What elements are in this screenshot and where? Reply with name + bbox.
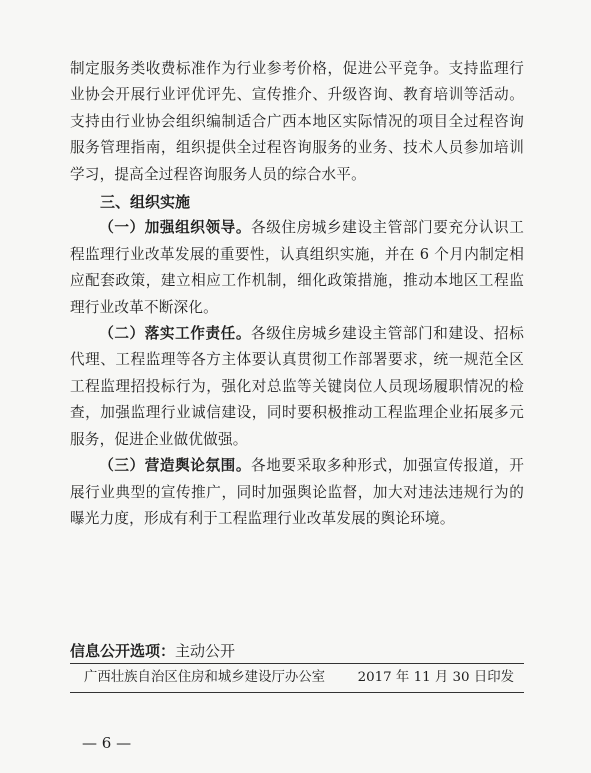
paragraph-continuation: 制定服务类收费标准作为行业参考价格，促进公平竞争。支持监理行业协会开展行业评优评先、宣传推介、升级咨询、教育培训等活动。支持由行业协会组织编制适合广西本地区实际情况的项目全过程咨询服务管理指南，组织提供全过程咨询服务的业务、技术人员参加培训学习，提高全过程咨询服务人员的综合水平。	[70, 60, 524, 183]
issuer-name: 广西壮族自治区住房和城乡建设厅办公室	[84, 670, 326, 685]
info-disclosure	[70, 640, 235, 661]
paragraph-leadership-title: （一）加强组织领导。	[99, 219, 252, 237]
paragraph-leadership	[70, 215, 524, 321]
paragraph-responsibility-body: 各级住房城乡建设主管部门和建设、招标代理、工程监理等各方主体要认真贯彻工作部署要求，统一规范全区工程监理招投标行为，强化对总监等关键岗位人员现场履职情况的检查，加强监理行业诚信建设，同时要积极推动工程监理企业拓展多元服务，促进企业做优做强。	[70, 325, 524, 448]
paragraph-publicity	[70, 453, 524, 532]
footer-bottom-rule	[70, 692, 524, 693]
issue-date: 2017 年 11 月 30 日印发	[357, 670, 514, 685]
footer-top-rule	[70, 663, 524, 664]
info-disclosure-value: 主动公开	[175, 642, 236, 660]
info-disclosure-label: 信息公开选项：	[70, 642, 176, 660]
paragraph-publicity-title: （三）营造舆论氛围。	[99, 457, 252, 475]
paragraph-publicity-body: 各地要采取多种形式，加强宣传报道，开展行业典型的宣传推广，同时加强舆论监督，加大对违法违规行为的曝光力度，形成有利于工程监理行业改革发展的舆论环境。	[70, 457, 524, 527]
body-text	[70, 56, 524, 532]
section-heading: 三、组织实施	[100, 193, 191, 212]
paragraph-responsibility-title: （二）落实工作责任。	[99, 325, 252, 343]
issuance-footer	[84, 667, 514, 689]
page-number: — 6 —	[82, 734, 132, 752]
paragraph-leadership-body: 各级住房城乡建设主管部门要充分认识工程监理行业改革发展的重要性，认真组织实施，并在 6 个月内制定相应配套政策，建立相应工作机制，细化政策措施，推动本地区工程监理行业改革不断深化。	[70, 219, 524, 316]
paragraph-responsibility	[70, 321, 524, 453]
